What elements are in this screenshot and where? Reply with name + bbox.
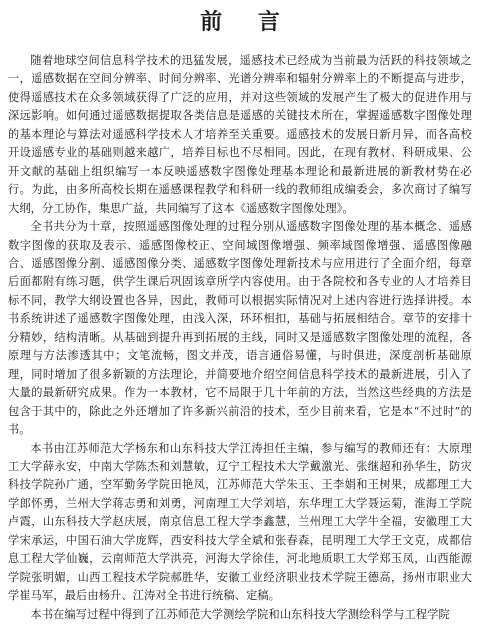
paragraph-intro: 随着地球空间信息科学技术的迅猛发展，遥感技术已经成为当前最为活跃的科技领域之一，遥感数据在空间分辨率、时间分辨率、光谱分辨率和辐射分辨率上的不断提高与进步，使得遥感技术在众多领域获得了广泛的应用，并对这些领域的发展产生了极大的促进作用与深远影响。如何通过遥感数据提取各类信息是遥感的关键技术所在，掌握遥感数字图像处理的基本理论与算法对遥感科学技术人才培养至关重要。遥感技术的发展日新月异，而各高校开设遥感专业的基础则越来越广，培养目标也不尽相同。因此，在现有教材、科研成果、公开文献的基础上组织编写一本反映遥感数字图像处理基本理论和最新进展的新教材势在必行。为此，由多所高校长期在遥感课程教学和科研一线的教师组成编委会，多次商讨了编写大纲，分工协作，集思广益，共同编写了这本《遥感数字图像处理》。: [8, 54, 472, 215]
paragraph-structure: 全书共分为十章，按照遥感图像处理的过程分别从遥感数字图像处理的基本概念、遥感数字图像的获取及表示、遥感图像校正、空间域图像增强、频率域图像增强、遥感图像融合、遥感图像分割、遥感图像分类、遥感数字图像处理新技术与应用进行了全面介绍，每章后面都附有练习题，供学生课后巩固该章所学内容使用。由于各院校和各专业的人才培养目标不同，教学大纲设置也各异，因此，教师可以根据实际情况对上述内容进行选择讲授。本书系统讲述了遥感数字图像处理，由浅入深，环环相扣，基础与拓展相结合。章节的安排十分精妙，结构清晰。从基础到提升再到拓展的主线，同时又是遥感数字图像处理的流程，各原理与方法渗透其中；文笔流畅，图文并茂，语言通俗易懂，与时俱进，深度剖析基础原理，同时增加了很多新颖的方法理论，并简要地介绍空间信息科学技术的最新进展，引入了大量的最新研究成果。作为一本教材，它不局限于几十年前的方法，当然这些经典的方法是包含于其中的，除此之外还增加了许多新兴前沿的技术，至少目前来看，它是本“不过时”的书。: [8, 220, 472, 437]
paragraph-acknowledgement: 本书在编写过程中得到了江苏师范大学测绘学院和山东科技大学测绘科学与工程学院: [30, 607, 450, 621]
page-title: 前 言: [200, 9, 294, 35]
paragraph-authors: 本书由江苏师范大学杨东和山东科技大学江涛担任主编，参与编写的教师还有：大原理工大学薛永安，中南大学陈杰和刘慧敏，辽宁工程技术大学戴激光、张继超和孙华生，防灾科技学院孙广通，空军勤务学院田艳凤，江苏师范大学朱玉、王李娟和王树果，成都理工大学郎怀勇，兰州大学蒋志勇和刘勇，河南理工大学刘培，东华理工大学聂运菊，淮海工学院卢霞，山东科技大学赵庆展，南京信息工程大学李鑫慧，兰州理工大学牛全福，安徽理工大学宋承运，中国石油大学庞辉，西安科技大学全斌和张春森，昆明理工大学王文克，成都信息工程大学仙巍，云南师范大学洪亮，河海大学徐佳，河北地质职工大学郑玉凤，山西能源学院张明媚，山西工程技术学院郝胜华，安徽工业经济职业技术学院王德高，扬州市职业大学崔马军，最后由杨升、江涛对全书进行统稿、定稿。: [8, 441, 472, 603]
